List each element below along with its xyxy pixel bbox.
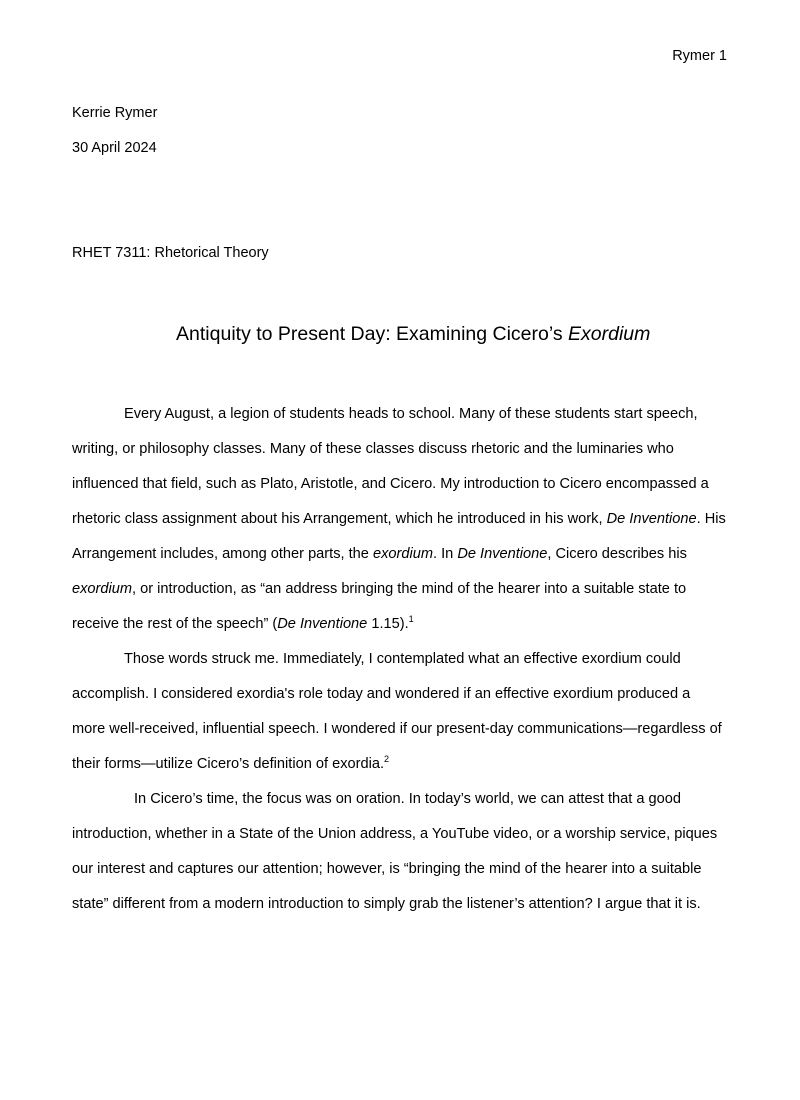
italic-run: De Inventione (606, 511, 697, 527)
page-title-main: Antiquity to Present Day: Examining Cicero’s (176, 323, 569, 345)
page-title (68, 271, 727, 397)
author-name: Kerrie Rymer (72, 105, 158, 121)
paragraph-3 (72, 782, 727, 922)
italic-run: De Inventione (277, 616, 368, 632)
paragraph-container (72, 397, 730, 922)
italic-run: exordium (372, 546, 433, 562)
heading-spacer-2 (72, 201, 727, 236)
paragraph-2 (72, 642, 727, 782)
text-run: In Cicero’s time, the focus was on oration. In today’s world, we can attest that a good introduction, whether in a State of the Union address, a YouTube video, or a worship service, piques our interest and captures our attention; however, is “bringing the mind of the hearer into a suitable state” different from a modern introduction to simply grab the listener’s attention? I argue that it is. (72, 791, 722, 912)
course-line: RHET 7311: Rhetorical Theory (72, 245, 269, 261)
text-run: , or introduction, as “an address bringing the mind of the hearer into a suitable state to receive the rest of the speech” ( (72, 581, 691, 632)
page-title-italic-term: Exordium (568, 323, 651, 345)
document-body (72, 96, 730, 922)
paragraph-1 (72, 397, 730, 642)
text-run: Those words struck me. Immediately, I contemplated what an effective exordium could accomplish. I considered exordia's role today and wondered if an effective exordium produced a more well-received, influential speech. I wondered if our present-day communications—regardless of their forms—utilize Cicero’s definition of exordia. (72, 651, 726, 772)
running-header: Rymer 1 (672, 48, 727, 64)
italic-run: exordium (72, 581, 133, 597)
text-run: , Cicero describes his (547, 546, 691, 562)
text-run: Every August, a legion of students heads to school. Many of these students start speech, writing, or philosophy classes. Many of these classes discuss rhetoric and the luminaries who influenced that field, such as Plato, Aristotle, and Cicero. My introduction to Cicero encompassed a rhetoric class assignment about his Arrangement, which he introduced in his work, (72, 406, 713, 527)
text-run: . In (433, 546, 458, 562)
text-run: . His Arrangement includes, among other parts, the (72, 511, 730, 562)
heading-spacer-1 (72, 166, 727, 201)
footnote-marker: 1 (408, 614, 414, 625)
footnote-marker: 2 (384, 754, 390, 765)
text-run: 1.15). (367, 616, 409, 632)
date-line: 30 April 2024 (72, 140, 157, 156)
italic-run: De Inventione (457, 546, 548, 562)
